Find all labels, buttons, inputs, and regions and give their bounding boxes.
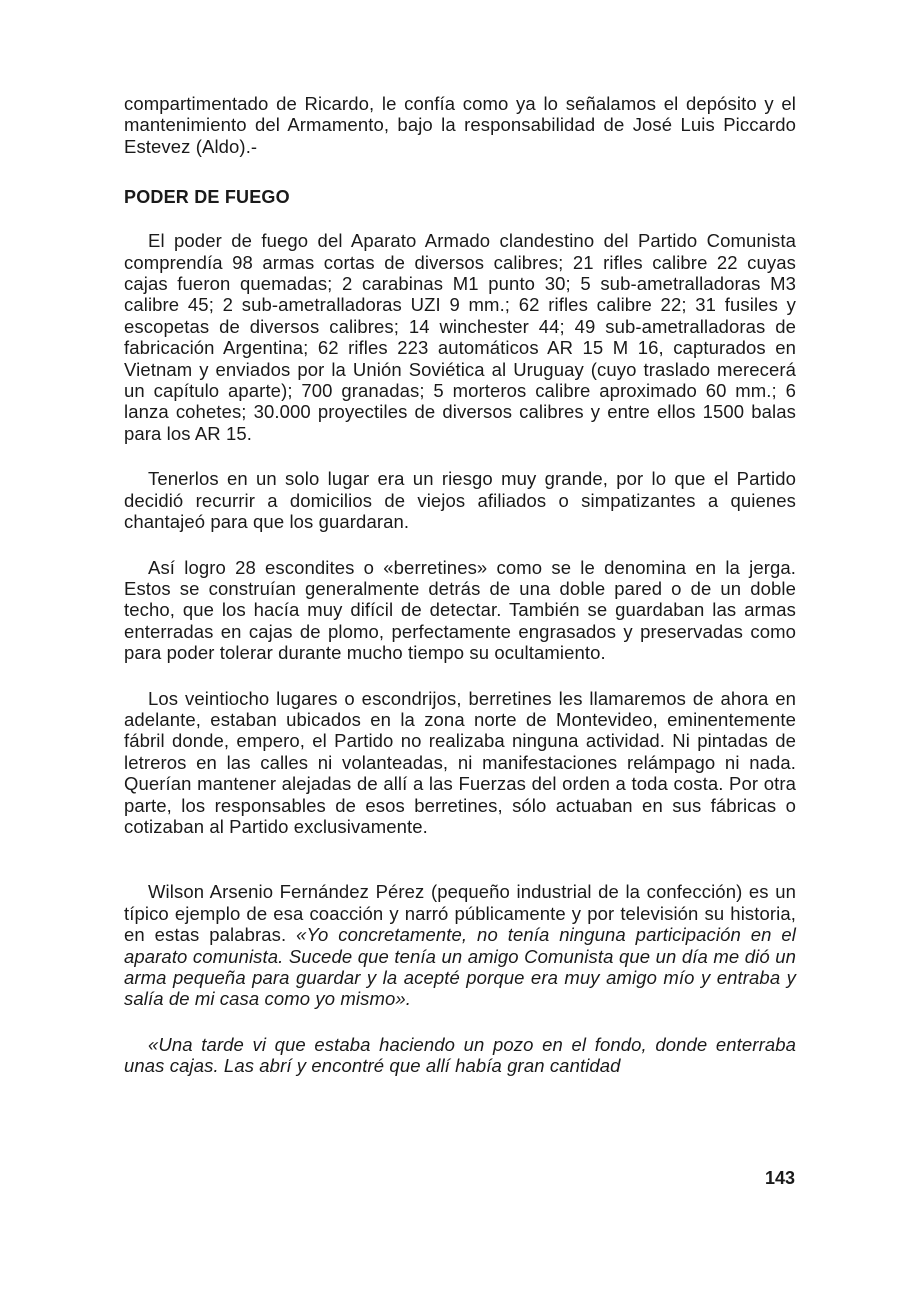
text-column xyxy=(124,93,796,1077)
paragraph-testimony xyxy=(124,881,796,1009)
paragraph-storage-risk: Tenerlos en un solo lugar era un riesgo muy grande, por lo que el Partido decidió recurrir a domicilios de viejos afiliados o simpatizantes a quienes chantajeó para que los guardaran. xyxy=(124,468,796,533)
paragraph-continuation: compartimentado de Ricardo, le confía como ya lo señalamos el depósito y el mantenimiento del Armamento, bajo la responsabilidad de José Luis Piccardo Estevez (Aldo).- xyxy=(124,93,796,157)
page-number: 143 xyxy=(765,1168,796,1188)
paragraph-hideouts: Así logro 28 escondites o «berretines» como se le denomina en la jerga. Estos se construían generalmente detrás de una doble pared o de un doble techo, que los hacía muy difícil de detectar. También se guardaban las armas enterradas en cajas de plomo, perfectamente engrasados y preservadas como para poder tolerar durante mucho tiempo su ocultamiento. xyxy=(124,556,796,664)
testimony-intro: Wilson Arsenio Fernández Pérez (pequeño industrial de la confección) es un típico ejemplo de esa coacción y narró públicamente y por televisión su historia, en estas palabras. xyxy=(124,881,796,946)
paragraph-locations: Los veintiocho lugares o escondrijos, berretines les llamaremos de ahora en adelante, estaban ubicados en la zona norte de Montevideo, eminentemente fábril donde, empero, el Partido no realizaba ninguna actividad. Ni pintadas de letreros en las calles ni volanteadas, ni manifestaciones relámpago ni nada. Querían mantener alejadas de allí a las Fuerzas del orden a toda costa. Por otra parte, los responsables de esos berretines, sólo actuaban en sus fábricas o cotizaban al Partido exclusivamente. xyxy=(124,687,796,837)
section-heading: PODER DE FUEGO xyxy=(124,187,290,208)
paragraph-quote-continued: «Una tarde vi que estaba haciendo un pozo en el fondo, donde enterraba unas cajas. Las abrí y encontré que allí había gran cantidad xyxy=(124,1033,796,1077)
paragraph-firepower: El poder de fuego del Aparato Armado clandestino del Partido Comunista comprendía 98 armas cortas de diversos calibres; 21 rifles calibre 22 cuyas cajas fueron quemadas; 2 carabinas M1 punto 30; 5 sub-ametralladoras M3 calibre 45; 2 sub-ametralladoras UZI 9 mm.; 62 rifles calibre 22; 31 fusiles y escopetas de diversos calibres; 14 winchester 44; 49 sub-ametralladoras de fabricación Argentina; 62 rifles 223 automáticos AR 15 M 16, capturados en Vietnam y enviados por la Unión Soviética al Uruguay (cuyo traslado merecerá un capítulo aparte); 700 granadas; 5 morteros calibre aproximado 60 mm.; 6 lanza cohetes; 30.000 proyectiles de diversos calibres y entre ellos 1500 balas para los AR 15. xyxy=(124,230,796,444)
testimony-quote: «Yo concretamente, no tenía ninguna participación en el aparato comunista. Sucede que tenía un amigo Comunista que un día me dió un arma pequeña para guardar y la acepté porque era muy amigo mío y entraba y salía de mi casa como yo mismo». xyxy=(124,924,796,1010)
